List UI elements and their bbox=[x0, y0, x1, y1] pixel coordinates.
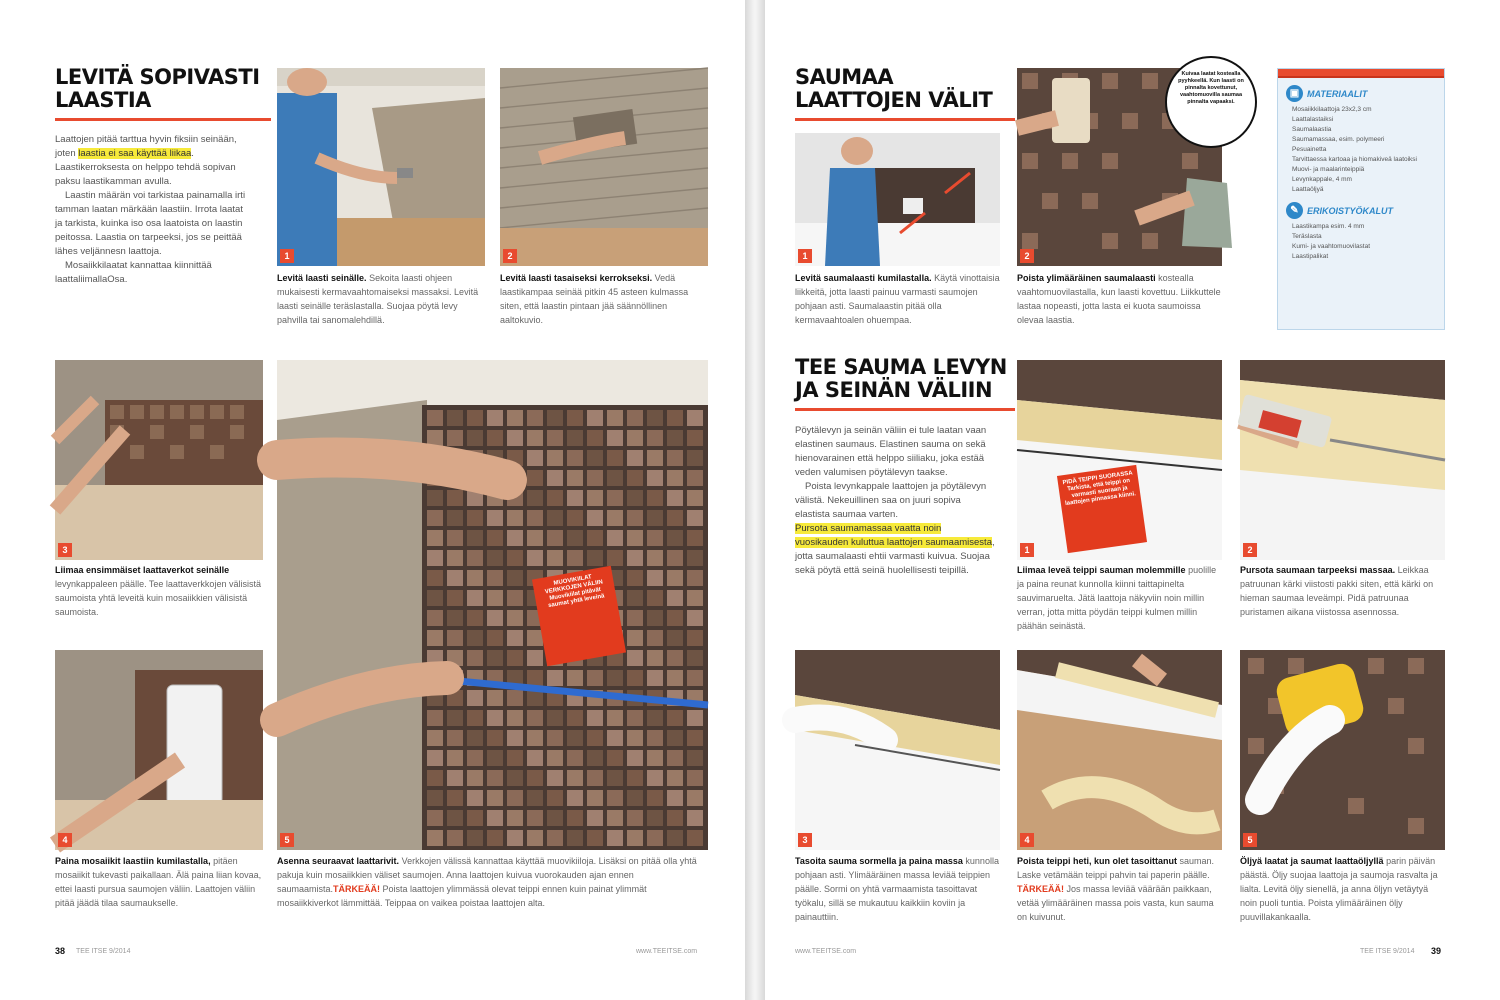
materials-item: Muovi- ja maalarinteippiä bbox=[1292, 166, 1365, 173]
seal-step-5-photo bbox=[1240, 650, 1445, 850]
step-badge: 5 bbox=[1243, 833, 1257, 847]
section-title-seal: TEE SAUMA LEVYN JA SEINÄN VÄLIIN bbox=[795, 355, 1007, 402]
step-badge: 3 bbox=[58, 543, 72, 557]
materials-item: Levynkappale, 4 mm bbox=[1292, 176, 1352, 183]
step-2-photo bbox=[500, 68, 708, 266]
seal-step-5-caption: Öljyä laatat ja saumat laattaöljyllä parin päivän päästä. Öljy suojaa laattoja ja saumoja rasvalta ja lialta. Levitä öljy sienellä, ja anna öljyn vetäytyä noin puoli tuntia. Poista ylimääräinen öljy puuvillakankaalla. bbox=[1240, 856, 1438, 922]
materials-header bbox=[1286, 85, 1436, 102]
left-page bbox=[0, 0, 745, 1000]
wrench-icon: ✎ bbox=[1286, 202, 1303, 219]
tools-item: Laastipalikat bbox=[1292, 253, 1329, 260]
step-badge: 5 bbox=[280, 833, 294, 847]
materials-sidebar bbox=[1277, 68, 1445, 330]
tools-item: Laastikampa esim. 4 mm bbox=[1292, 223, 1365, 230]
materials-item: Saumalaastia bbox=[1292, 126, 1332, 133]
step-badge: 1 bbox=[280, 249, 294, 263]
page-number: 38 bbox=[55, 946, 66, 956]
intro-text: Laattojen pitää tarttua hyvin fiksiin seinään, joten laastia ei saa käyttää liikaa. Laastikerroksesta on helppo tehdä sopivan paksu laastikamman avulla. Laastin määrän voi tarkistaa painamalla irti tamman laatan märkään laastiin. Irrota laatat ja tarkista, kuinka iso osa laatoista on laastin peitossa. Laastia on tarpeeksi, jos se peittää lähes veljännesn laattoja. Mosaiikkilaatat kannattaa kiinnittää laattaliimallaOsa. bbox=[55, 134, 246, 285]
right-page bbox=[765, 0, 1500, 1000]
step-badge: 2 bbox=[503, 249, 517, 263]
materials-item: Pesuainetta bbox=[1292, 146, 1327, 153]
seal-step-4-photo bbox=[1017, 650, 1222, 850]
step-badge: 2 bbox=[1020, 249, 1034, 263]
sidebar-top-bar bbox=[1278, 69, 1444, 78]
seal-step-4-caption: Poista teippi heti, kun olet tasoittanut sauman. Laske vetämään teippi pahvin tai paperin päälle. TÄRKEÄÄ! Jos massa leviää väärään paikkaan, vetää ylimääräinen massa pois vasta, kun sauma on kuivunut. bbox=[1017, 856, 1215, 922]
step-2-caption: Levitä laasti tasaiseksi kerrokseksi. Vedä laastikampaa seinää pitkin 45 asteen kulmassa siten, että laastin pintaan jää säännöllinen aaltokuvio. bbox=[500, 273, 689, 325]
tools-item: Teräslasta bbox=[1292, 233, 1322, 240]
step-badge: 1 bbox=[798, 249, 812, 263]
page-number: 39 bbox=[1431, 946, 1442, 956]
section-title: LEVITÄ SOPIVASTI LAASTIA bbox=[55, 65, 260, 112]
grout-step-2-photo bbox=[1017, 68, 1244, 266]
step-3-caption: Liimaa ensimmäiset laattaverkot seinälle levynkappaleen päälle. Tee laattaverkkojen välisistä saumoista yhtä leveitä kuin mosaiikkien välisistä saumoista. bbox=[55, 565, 261, 617]
tools-header bbox=[1286, 202, 1436, 219]
step-badge: 2 bbox=[1243, 543, 1257, 557]
step-4-photo bbox=[55, 650, 263, 850]
magazine-footer: TEE ITSE 9/2014 bbox=[76, 948, 131, 955]
materials-item: Laattaöljyä bbox=[1292, 186, 1324, 193]
seal-step-3-caption: Tasoita sauma sormella ja paina massa kunnolla pohjaan asti. Ylimääräinen massa leviää teippien päälle. Sormi on yhtä varmaamista tasoittavat työkalu, sillä se mukautuu kaikkiin koviin ja painauttiin. bbox=[795, 856, 999, 922]
seal-step-3-photo bbox=[795, 650, 1000, 850]
magazine-footer: TEE ITSE 9/2014 bbox=[1360, 948, 1415, 955]
materials-item: Laattalastaiksi bbox=[1292, 116, 1334, 123]
title-rule bbox=[795, 408, 1015, 411]
step-5-caption: Asenna seuraavat laattarivit. Verkkojen välissä kannattaa käyttää muovikiiloja. Lisäksi on pitää olla yhtä pakuja kuin mosaiikkien väliset saumojen. Anna laattojen kuivua vuorokauden ajan ennen saumaamista.TÄRKEÄÄ! Poista laattojen ylimmässä olevat teippi ennen kuin painat ylimmät mosaiikkiverkot lämmittää. Teippaa on vaikea poistaa laattojen alta. bbox=[277, 856, 697, 908]
title-rule bbox=[55, 118, 271, 121]
step-1-caption: Levitä laasti seinälle. Sekoita laasti ohjeen mukaisesti kermavaahtomaiseksi massaksi. Levitä laasti seinälle teräslastalla. Suojaa pöytä levy pahvilla tai sanomalehdillä. bbox=[277, 273, 479, 325]
website-footer: www.TEEITSE.com bbox=[636, 948, 698, 955]
seal-step-1-photo bbox=[1017, 360, 1222, 560]
grout-step-2-caption: Poista ylimääräinen saumalaasti kostealla vaahtomuovilastalla, kun laasti kovettuu. Liikkuttele lastaa nopeasti, jotta lasta ei kuota saumoissa olevaa laastia. bbox=[1017, 273, 1221, 325]
tools-list bbox=[1292, 222, 1436, 262]
step-badge: 4 bbox=[1020, 833, 1034, 847]
grout-step-1-photo bbox=[795, 133, 1000, 266]
tip-sticker: MUOVIKIILAT VERKKOJEN VÄLIIN Muovikiilat pitävät saumat yhtä leveinä bbox=[532, 566, 626, 667]
step-4-caption: Paina mosaiikit laastiin kumilastalla, pitäen mosaiikit tukevasti paikallaan. Älä paina liian kovaa, ettei laasti pursua saumojen väliin. Laattojen väliin pitää jäädä tilaa saumaukselle. bbox=[55, 856, 262, 908]
step-3-photo bbox=[55, 360, 263, 560]
tools-title: ERIKOISTYÖKALUT bbox=[1307, 205, 1394, 216]
materials-title: MATERIAALIT bbox=[1307, 88, 1368, 99]
spine-gutter bbox=[745, 0, 765, 1000]
section-title-grout: SAUMAA LAATTOJEN VÄLIT bbox=[795, 65, 993, 112]
materials-item: Mosaiikkilaattoja 23x2,3 cm bbox=[1292, 106, 1372, 113]
package-icon: ▣ bbox=[1286, 85, 1303, 102]
step-badge: 3 bbox=[798, 833, 812, 847]
materials-item: Saumamassaa, esim. polymeeri bbox=[1292, 136, 1385, 143]
seal-intro-text: Pöytälevyn ja seinän väliin ei tule laatan vaan elastinen saumaus. Elastinen sauma on sekä hienovarainen että helppo siiliaku, joka estää veden valumisen pöytälevyn taakse. Poista levynkappale laattojen ja pöytälevyn välistä. Nekeuillinen saa on juuri sopiva elastista saumaa varten. Pursota saumamassaa vaatta noin vuosikauden kuluttua laattojen saumaamisesta, jotta saumalaasti ehtii varmasti kuivua. Suojaa sekä pöytä että seinä huolellisesti teipillä. bbox=[795, 425, 995, 576]
website-footer: www.TEEITSE.com bbox=[795, 948, 857, 955]
step-badge: 1 bbox=[1020, 543, 1034, 557]
seal-step-2-photo bbox=[1240, 360, 1445, 560]
title-rule bbox=[795, 118, 1015, 121]
seal-step-1-caption: Liimaa leveä teippi sauman molemmille puolille ja paina reunat kunnolla kiinni taittapinelta sauvimaruelta. Jätä laattoja näkyviin noin millin verran, jotta mitta pöydän teippi kulmen millin päähän seinästä. bbox=[1017, 565, 1217, 631]
grout-step-1-caption: Levitä saumalaasti kumilastalla. Käytä vinottaisia liikkeitä, jotta laasti painuu varmasti saumojen pohjaan asti. Saumalaastin pitää olla kermavaahtoalen ohuempaa. bbox=[795, 273, 1000, 325]
tools-item: Kumi- ja vaahtomuovilastat bbox=[1292, 243, 1371, 250]
step-badge: 4 bbox=[58, 833, 72, 847]
tip-sticker: PIDÄ TEIPPI SUORASSA Tarkista, että teippi on varmasti suoraan ja laattojen pinnassa kiinni. bbox=[1057, 465, 1147, 553]
materials-item: Tarvittaessa kartoaa ja hiomakiveä laatoiksi bbox=[1292, 156, 1418, 163]
step-1-photo bbox=[277, 68, 485, 266]
seal-step-2-caption: Pursota saumaan tarpeeksi massaa. Leikkaa patruunan kärki viistosti pakki siten, että kärki on hieman saumaa leveämpi. Pidä patruunaa puristamen aikana viistossa asennossa. bbox=[1240, 565, 1434, 617]
materials-list bbox=[1292, 105, 1436, 195]
step-5-photo bbox=[277, 360, 708, 850]
tip-speech-bubble: Kuivaa laatat kostealla pyyhkeellä. Kun laasti on pinnalta kovettunut, vaahtomuovilla saumaa pinnalta vapaaksi. bbox=[1165, 56, 1257, 148]
